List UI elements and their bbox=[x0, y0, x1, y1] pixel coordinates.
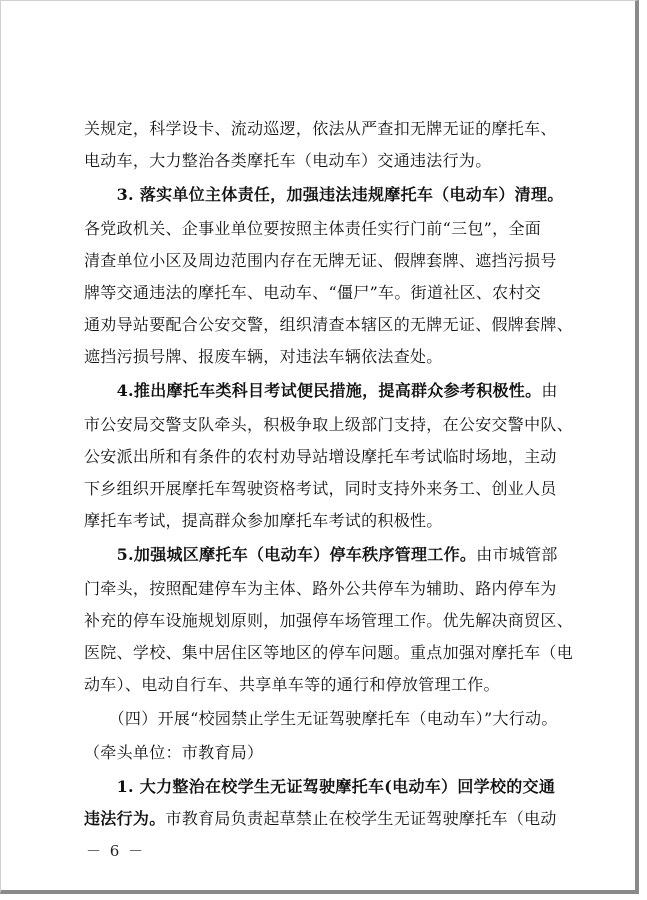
text-line bbox=[84, 376, 558, 406]
text-line bbox=[84, 114, 557, 144]
text-line bbox=[84, 540, 558, 570]
text-line bbox=[84, 474, 557, 504]
text-segment: 市教育局负责起草禁止在校学生无证驾驶摩托车（电动 bbox=[165, 809, 557, 828]
text-line bbox=[84, 410, 573, 440]
bold-text-segment: 违法行为。 bbox=[84, 809, 166, 828]
text-segment: 清查单位小区及周边范围内存在无牌无证、假牌套牌、遮挡污损号 bbox=[84, 251, 557, 270]
text-segment: （牵头单位：市教育局） bbox=[84, 743, 264, 762]
text-line bbox=[84, 342, 443, 372]
text-line bbox=[84, 146, 492, 176]
text-line bbox=[84, 638, 573, 668]
text-segment: 摩托车考试，提高群众参加摩托车考试的积极性。 bbox=[84, 511, 443, 530]
text-segment: 各党政机关、企事业单位要按照主体责任实行门前“三包”，全面 bbox=[84, 219, 542, 238]
text-segment: 遮挡污损号牌、报废车辆，对违法车辆依法查处。 bbox=[84, 347, 443, 366]
text-segment: 牌等交通违法的摩托车、电动车、“僵尸”车。街道社区、农村交 bbox=[84, 283, 542, 302]
text-line bbox=[84, 738, 263, 768]
text-segment: 动车）、电动自行车、共享单车等的通行和停放管理工作。 bbox=[84, 675, 500, 694]
text-segment: 公安派出所和有条件的农村劝导站增设摩托车考试临时场地，主动 bbox=[84, 447, 557, 466]
bold-text-segment: 5.加强城区摩托车（电动车）停车秩序管理工作。 bbox=[84, 545, 477, 564]
text-segment: 通劝导站要配合公安交警，组织清查本辖区的无牌无证、假牌套牌、 bbox=[84, 315, 574, 334]
text-line bbox=[84, 704, 558, 734]
text-segment: 电动车，大力整治各类摩托车（电动车）交通违法行为。 bbox=[84, 151, 492, 170]
bold-text-segment: 4.推出摩托车类科目考试便民措施，提高群众参考积极性。 bbox=[84, 381, 542, 400]
text-line bbox=[84, 574, 557, 604]
text-line bbox=[84, 772, 555, 802]
bold-text-segment: 1. 大力整治在校学生无证驾驶摩托车(电动车）回学校的交通 bbox=[84, 777, 556, 796]
text-segment: 下乡组织开展摩托车驾驶资格考试，同时支持外来务工、创业人员 bbox=[84, 479, 557, 498]
text-line bbox=[84, 606, 573, 636]
text-segment: 由 bbox=[541, 381, 558, 400]
text-segment: （四）开展“校园禁止学生无证驾驶摩托车（电动车）”大行动。 bbox=[84, 709, 558, 728]
text-segment: 医院、学校、集中居住区等地区的停车问题。重点加强对摩托车（电 bbox=[84, 643, 574, 662]
text-line bbox=[84, 804, 557, 834]
text-line bbox=[84, 310, 573, 340]
text-segment: 门牵头，按照配建停车为主体、路外公共停车为辅助、路内停车为 bbox=[84, 579, 557, 598]
page-number: － 6 － bbox=[86, 842, 146, 860]
text-segment: 补充的停车设施规划原则，加强停车场管理工作。优先解决商贸区、 bbox=[84, 611, 574, 630]
text-line bbox=[84, 442, 557, 472]
text-line bbox=[84, 278, 541, 308]
text-segment: 关规定，科学设卡、流动巡逻，依法从严查扣无牌无证的摩托车、 bbox=[84, 119, 557, 138]
text-line bbox=[84, 506, 443, 536]
text-line bbox=[84, 180, 564, 210]
text-line bbox=[84, 246, 557, 276]
text-line bbox=[84, 670, 500, 700]
text-segment: 市公安局交警支队牵头，积极争取上级部门支持，在公安交警中队、 bbox=[84, 415, 574, 434]
text-segment: 由市城管部 bbox=[476, 545, 558, 564]
bold-text-segment: 3. 落实单位主体责任，加强违法违规摩托车（电动车）清理。 bbox=[84, 185, 564, 204]
text-line bbox=[84, 214, 541, 244]
